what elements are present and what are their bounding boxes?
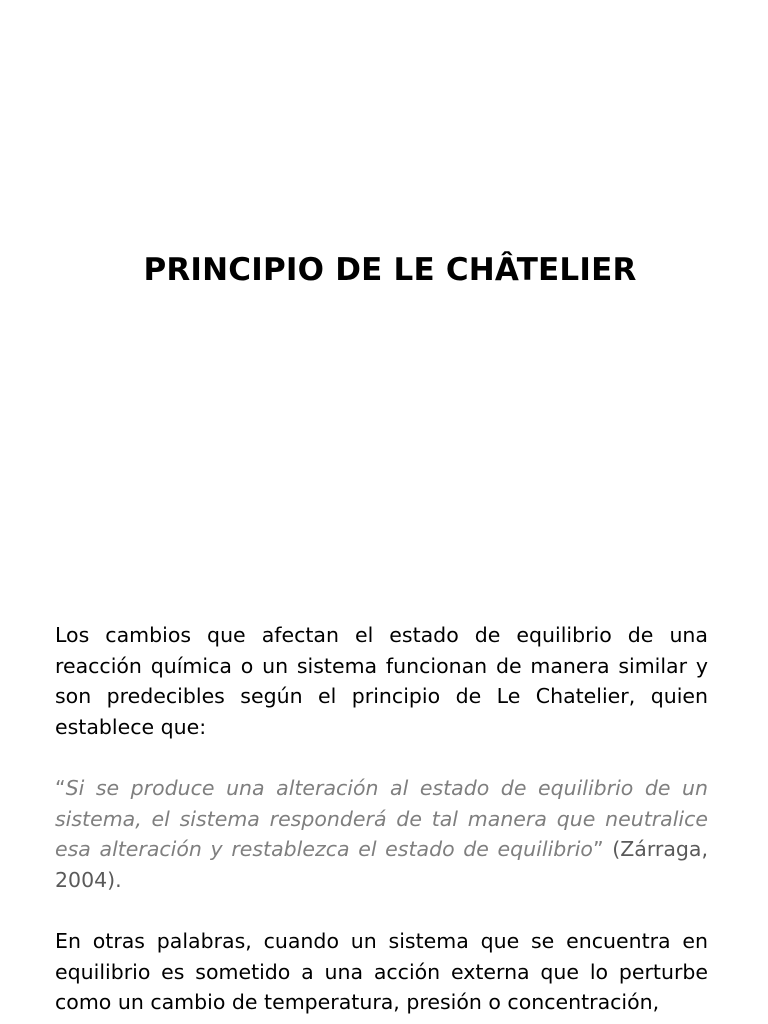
quote-paragraph (55, 773, 708, 895)
quote-open-mark: “ (55, 776, 66, 800)
quote-citation: (Zárraga, 2004). (55, 837, 708, 892)
quote-text: Si se produce una alteración al estado de equilibrio de un sistema, el sistema responderá de tal manera que neutralice esa alteración y restablezca el estado de equilibrio (55, 776, 708, 862)
page-title: PRINCIPIO DE LE CHÂTELIER (143, 252, 637, 288)
explanation-paragraph: En otras palabras, cuando un sistema que se encuentra en equilibrio es sometido a una acción externa que lo perturbe como un cambio de temperatura, presión o concentración, (55, 929, 708, 1015)
intro-paragraph: Los cambios que afectan el estado de equilibrio de una reacción química o un sistema funcionan de manera similar y son predecibles según el principio de Le Chatelier, quien establece que: (55, 623, 708, 739)
quote-close-mark: ” (592, 837, 604, 862)
